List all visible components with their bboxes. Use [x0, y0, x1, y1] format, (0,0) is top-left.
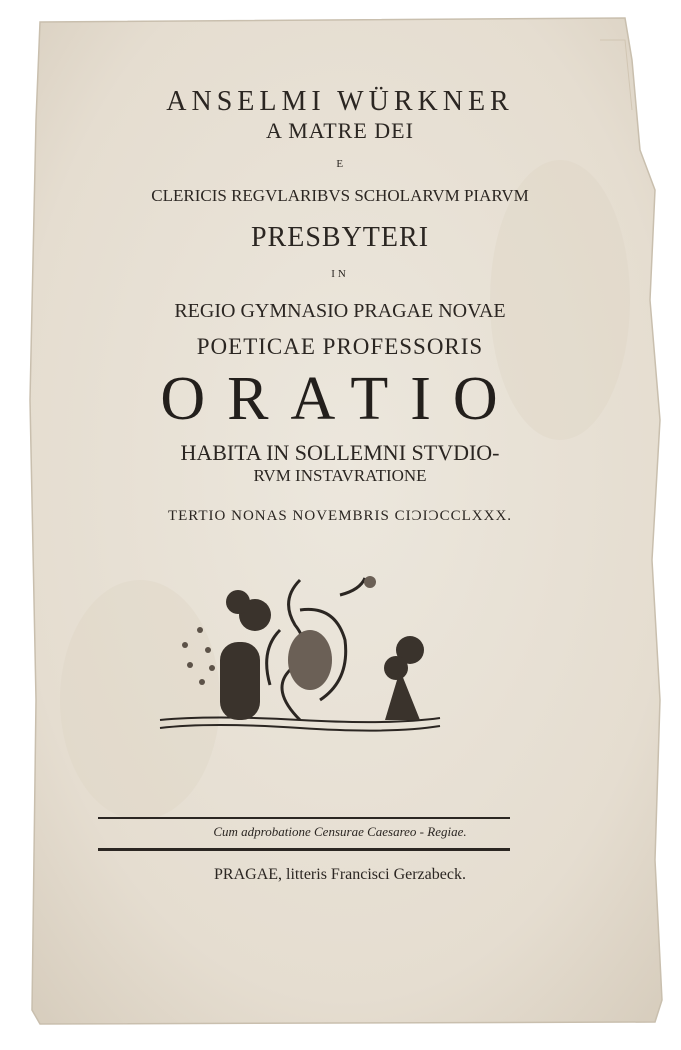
occasion-line-2: RVM INSTAVRATIONE	[253, 466, 427, 485]
rank: PRESBYTERI	[250, 222, 430, 253]
role: POETICAE PROFESSORIS	[196, 334, 484, 359]
approbation-line: Cum adprobatione Censurae Caesareo - Regiae.	[213, 824, 467, 839]
author-epithet: A MATRE DEI	[266, 118, 414, 143]
religious-order: CLERICIS REGVLARIBVS SCHOLARVM PIARVM	[151, 186, 529, 205]
work-title: ORATIO	[160, 365, 520, 433]
preposition: IN	[331, 268, 349, 280]
occasion-line-1: HABITA IN SOLLEMNI STVDIO-	[180, 440, 500, 465]
author-name: ANSELMI WÜRKNER	[166, 86, 514, 117]
bottom-rule	[98, 848, 510, 851]
imprint-line: PRAGAE, litteris Francisci Gerzabeck.	[214, 866, 466, 883]
rococo-woodcut-vignette-icon	[150, 570, 450, 770]
institution: REGIO GYMNASIO PRAGAE NOVAE	[174, 300, 506, 322]
top-rule	[98, 817, 510, 819]
date-line: TERTIO NONAS NOVEMBRIS CIϽIϽCCLXXX.	[167, 508, 513, 524]
conjunction: E	[336, 158, 344, 170]
